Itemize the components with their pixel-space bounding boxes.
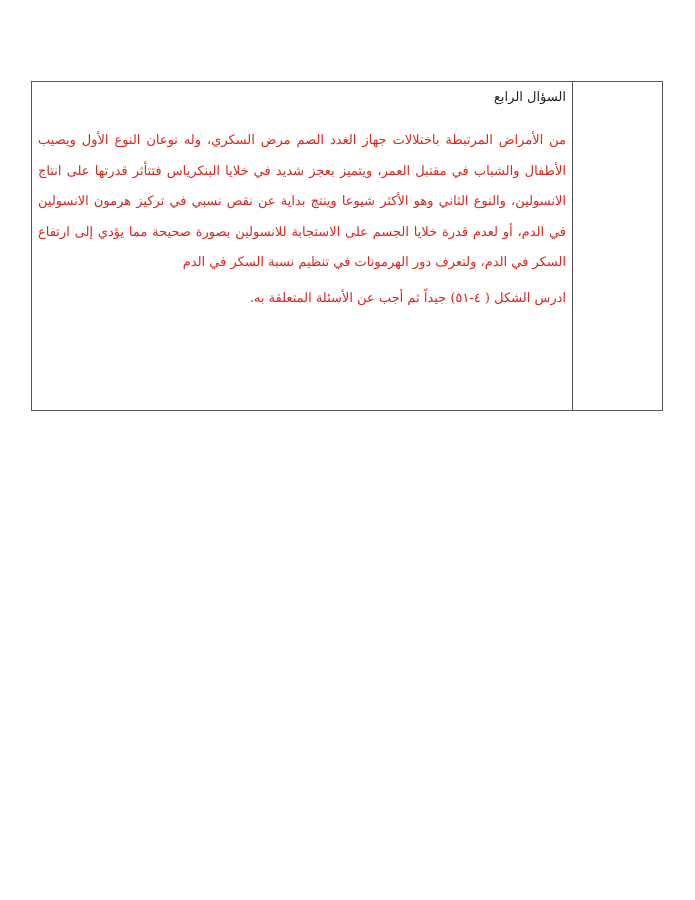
question-content-cell bbox=[32, 82, 573, 410]
question-table bbox=[31, 81, 663, 411]
question-paragraph: من الأمراض المرتبطة باختلالات جهاز الغدد الصم مرض السكري، وله نوعان النوع الأول ويصيب الأطفال والشباب في مقتبل العمر، ويتميز بعجز شديد في خلايا البنكرياس فتتأثر قدرتها على انتاج الانسولين، والنوع الثاني وهو الأكثر شيوعا وينتج بداية عن نقص نسبي في تركيز هرمون الانسولين في الدم، أو لعدم قدرة خلايا الجسم على الاستجابة للانسولين بصورة صحيحة مما يؤدي إلى ارتفاع السكر في الدم، ولتعرف دور الهرمونات في تنظيم نسبة السكر في الدم bbox=[38, 133, 566, 270]
question-title: السؤال الرابع bbox=[494, 90, 566, 105]
question-side-cell bbox=[573, 82, 662, 410]
question-instruction: ادرس الشكل ( ٤-٥١) جيداً ثم أجب عن الأسئلة المتعلقة به. bbox=[249, 291, 566, 306]
